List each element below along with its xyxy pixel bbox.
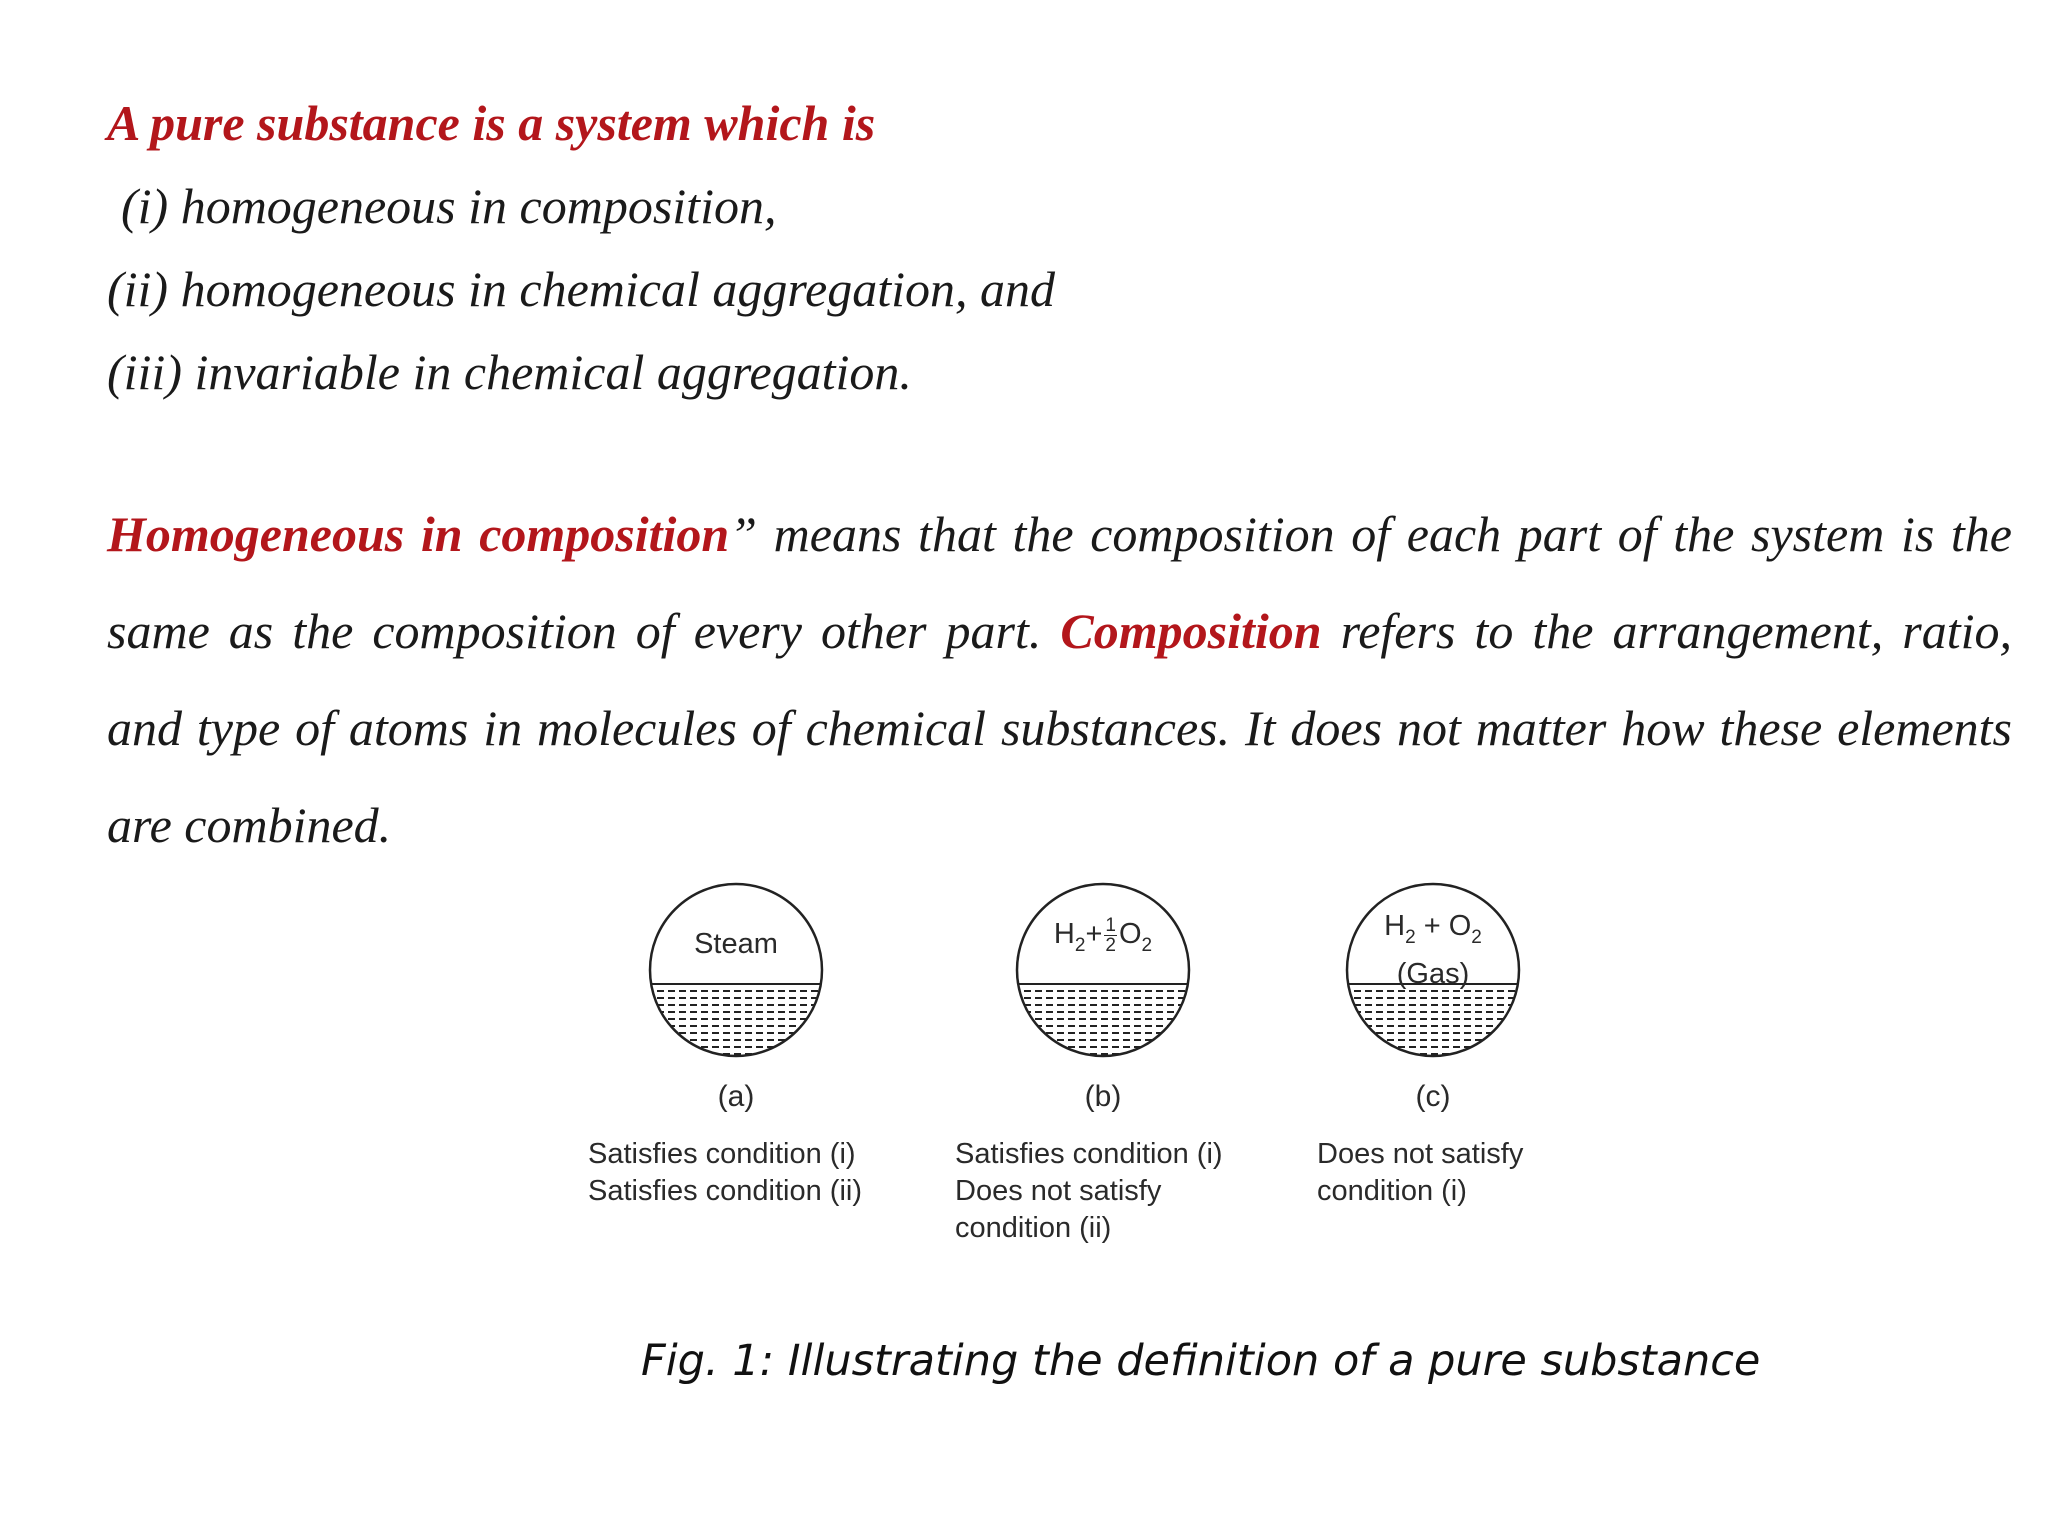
vessel-b [1013,880,1193,1060]
vessel-b-fraction [1104,916,1117,955]
vessel-c-desc-line-2: condition (i) [1317,1175,1467,1207]
vessel-b-desc-line-1: Satisfies condition (i) [955,1138,1223,1170]
vessel-a-drawing [646,880,826,1060]
vessel-b-description [955,1136,1223,1247]
vessel-b-label [1013,916,1193,957]
vessel-b-frac-num: 1 [1105,915,1116,936]
condition-2: (ii) homogeneous in chemical aggregation, and [107,261,1055,317]
term-composition: Composition [1060,603,1322,659]
vessel-b-frac-den: 2 [1105,935,1116,956]
vessel-b-o: O [1118,918,1142,951]
vessel-c-plus: + [1415,910,1449,942]
pure-substance-figure [580,880,1580,1260]
vessel-c [1343,880,1523,1060]
vessel-c-formula [1343,908,1523,956]
condition-3: (iii) invariable in chemical aggregation. [107,344,912,400]
vessel-a-letter: (a) [717,1080,755,1113]
vessel-b-desc-line-2: Does not satisfy [955,1175,1162,1207]
vessel-c-h-sub: 2 [1405,927,1416,948]
vessel-a-description [588,1136,862,1210]
vessel-b-o-sub: 2 [1141,935,1153,957]
paragraph-text-2: refers to the arrangement, ratio, and type of atoms in molecules of chemical substances. It does not matter how these elements are combined. [107,603,2013,853]
vessel-b-h-sub: 2 [1074,935,1086,957]
vessel-c-label [1343,908,1523,992]
vessel-b-h: H [1053,918,1075,951]
paragraph-text-1: ” means that the composition of each part of the system is the same as the composition of every other part. [107,506,2013,659]
term-homogeneous: Homogeneous in composition [107,506,730,562]
vessel-a-desc-line-2: Satisfies condition (ii) [588,1175,862,1207]
vessel-c-desc-line-1: Does not satisfy [1317,1138,1524,1170]
vessel-a-desc-line-1: Satisfies condition (i) [588,1138,856,1170]
vessel-c-description [1317,1136,1523,1210]
vessel-c-letter: (c) [1415,1080,1451,1113]
vessel-c-state: (Gas) [1396,958,1470,990]
vessel-b-letter: (b) [1084,1080,1122,1113]
vessel-c-h: H [1384,910,1406,942]
condition-1: (i) homogeneous in composition, [121,178,777,234]
vessel-b-desc-line-3: condition (ii) [955,1212,1112,1244]
definition-title: A pure substance is a system which is [107,95,876,151]
figure-caption: Fig. 1: Illustrating the definition of a pure substance [641,1336,1761,1386]
definition-block [107,82,1055,414]
composition-paragraph [107,486,2012,874]
vessel-c-o-sub: 2 [1471,927,1482,948]
vessel-a-label: Steam [694,928,778,960]
vessel-c-o: O [1448,910,1472,942]
vessel-a [646,880,826,1060]
vessel-b-drawing [1013,880,1193,1060]
vessel-b-plus: + [1085,918,1103,951]
